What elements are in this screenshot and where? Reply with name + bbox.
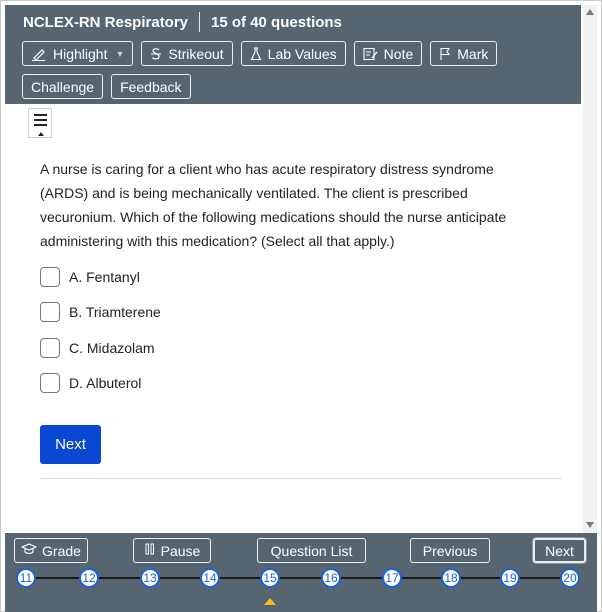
strikeout-button[interactable] <box>141 41 232 66</box>
toolbar-row-2 <box>22 74 191 99</box>
graduation-cap-icon <box>21 542 37 559</box>
question-number-20[interactable]: 20 <box>560 568 580 588</box>
question-progress: 15 of 40 questions <box>211 13 342 31</box>
strikeout-label: Strikeout <box>168 45 224 62</box>
note-button[interactable] <box>354 41 423 66</box>
flask-icon <box>250 47 262 61</box>
pause-icon <box>144 542 156 559</box>
mark-label: Mark <box>457 45 489 62</box>
question-number-19[interactable]: 19 <box>500 568 520 588</box>
previous-button[interactable] <box>410 538 490 563</box>
challenge-label: Challenge <box>31 78 95 95</box>
highlight-button[interactable] <box>22 41 133 66</box>
toolbar-row-1 <box>22 41 497 66</box>
answer-option-b[interactable] <box>40 300 161 324</box>
grade-button[interactable] <box>14 538 88 563</box>
hamburger-menu-icon[interactable] <box>28 108 52 138</box>
feedback-label: Feedback <box>120 78 182 95</box>
question-number-11[interactable]: 11 <box>16 568 36 588</box>
question-number-13[interactable]: 13 <box>140 568 160 588</box>
question-list-button[interactable] <box>257 538 366 563</box>
challenge-button[interactable] <box>22 74 103 99</box>
chevron-down-icon: ▼ <box>115 48 125 59</box>
question-number-18[interactable]: 18 <box>441 568 461 588</box>
content-divider <box>40 478 562 479</box>
answer-option-c[interactable] <box>40 336 155 360</box>
question-number-17[interactable]: 17 <box>382 568 402 588</box>
feedback-button[interactable] <box>111 74 190 99</box>
option-c-label: C. Midazolam <box>69 340 155 356</box>
option-c-checkbox[interactable] <box>40 338 60 358</box>
question-navigator-track <box>25 577 569 579</box>
pencil-icon <box>31 47 47 61</box>
title-row <box>23 11 342 33</box>
next-label: Next <box>545 542 574 559</box>
note-icon <box>363 47 378 61</box>
question-number-16[interactable]: 16 <box>321 568 341 588</box>
vertical-scrollbar[interactable] <box>583 5 597 533</box>
grade-label: Grade <box>42 542 81 559</box>
menu-line <box>34 124 47 126</box>
question-number-12[interactable]: 12 <box>79 568 99 588</box>
option-d-checkbox[interactable] <box>40 373 60 393</box>
question-stem: A nurse is caring for a client who has acute respiratory distress syndrome (ARDS) and is being mechanically ventilated. The client is prescribed vecuronium. Which of the following medications should the nurse anticipate administering with this medication? (Select all that apply.) <box>40 161 507 249</box>
menu-line <box>34 119 47 121</box>
answer-option-a[interactable] <box>40 265 140 289</box>
option-b-checkbox[interactable] <box>40 302 60 322</box>
question-number-14[interactable]: 14 <box>200 568 220 588</box>
answer-option-d[interactable] <box>40 371 141 395</box>
option-a-label: A. Fentanyl <box>69 269 140 285</box>
title-separator <box>199 12 200 32</box>
question-number-15[interactable]: 15 <box>260 568 280 588</box>
next-button[interactable] <box>533 538 586 563</box>
pause-label: Pause <box>160 542 201 559</box>
header-bar <box>5 5 581 104</box>
exam-title: NCLEX-RN Respiratory <box>23 13 189 31</box>
option-d-label: D. Albuterol <box>69 375 142 391</box>
footer-bar <box>5 533 597 612</box>
option-a-checkbox[interactable] <box>40 267 60 287</box>
previous-label: Previous <box>422 542 478 559</box>
menu-line <box>34 114 47 116</box>
highlight-label: Highlight <box>53 45 108 62</box>
strikethrough-icon <box>150 47 162 61</box>
question-list-label: Question List <box>270 542 353 559</box>
menu-caret-icon <box>38 132 44 136</box>
scroll-up-arrow-icon[interactable] <box>586 9 594 15</box>
note-label: Note <box>383 45 414 62</box>
lab-values-button[interactable] <box>241 41 346 66</box>
submit-next-button[interactable]: Next <box>40 425 101 464</box>
pause-button[interactable] <box>133 538 211 563</box>
flag-icon <box>439 47 451 61</box>
current-question-marker-icon <box>264 598 276 605</box>
mark-button[interactable] <box>430 41 497 66</box>
option-b-label: B. Triamterene <box>69 304 161 320</box>
lab-values-label: Lab Values <box>267 45 337 62</box>
scroll-down-arrow-icon[interactable] <box>586 522 594 528</box>
